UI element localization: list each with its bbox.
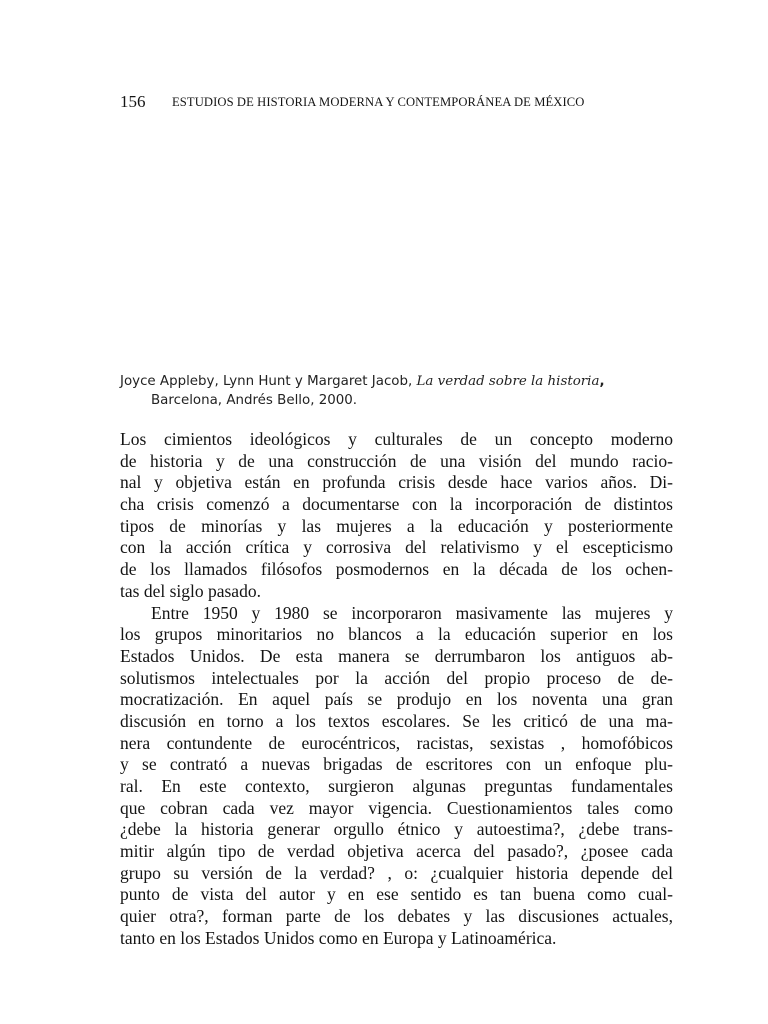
body-line: nera contundente de eurocéntricos, racistas, sexistas , homofóbicos bbox=[120, 732, 673, 753]
book-citation bbox=[120, 372, 680, 410]
body-line: quier otra?, forman parte de los debates y las discusiones actuales, bbox=[120, 906, 673, 927]
body-line: solutismos intelectuales por la acción del propio proceso de de- bbox=[120, 667, 673, 688]
body-line: de historia y de una construcción de una visión del mundo racio- bbox=[120, 450, 673, 471]
body-line: cha crisis comenzó a documentarse con la incorporación de distintos bbox=[120, 494, 673, 515]
body-line: tanto en los Estados Unidos como en Europa y Latinoamérica. bbox=[120, 927, 557, 948]
body-line: punto de vista del autor y en ese sentido es tan buena como cual- bbox=[120, 884, 673, 905]
body-line: mitir algún tipo de verdad objetiva acerca del pasado?, ¿posee cada bbox=[120, 841, 673, 862]
page-number: 156 bbox=[120, 92, 146, 111]
body-line: ral. En este contexto, surgieron algunas preguntas fundamentales bbox=[120, 776, 673, 796]
body-line: tas del siglo pasado. bbox=[120, 580, 261, 601]
body-line: Los cimientos ideológicos y culturales de un concepto moderno bbox=[120, 429, 673, 449]
body-line: que cobran cada vez mayor vigencia. Cuestionamientos tales como bbox=[120, 797, 673, 818]
citation-title: La verdad sobre la historia bbox=[416, 374, 600, 389]
body-line: mocratización. En aquel país se produjo en los noventa una gran bbox=[120, 689, 673, 710]
running-title: ESTUDIOS DE HISTORIA MODERNA Y CONTEMPORÁNEA DE MÉXICO bbox=[172, 95, 585, 109]
body-line: con la acción crítica y corrosiva del relativismo y el escepticismo bbox=[120, 537, 673, 558]
body-line: tipos de minorías y las mujeres a la educación y posteriormente bbox=[120, 515, 673, 536]
body-line: los grupos minoritarios no blancos a la educación superior en los bbox=[120, 624, 673, 645]
body-line: discusión en torno a los textos escolares. Se les criticó de una ma- bbox=[120, 710, 673, 731]
citation-authors: Joyce Appleby, Lynn Hunt y Margaret Jacob, bbox=[120, 374, 413, 389]
body-text bbox=[120, 429, 673, 950]
body-line: y se contrató a nuevas brigadas de escritores con un enfoque plu- bbox=[120, 754, 673, 775]
citation-publication: Barcelona, Andrés Bello, 2000. bbox=[151, 393, 358, 408]
body-line: de los llamados filósofos posmodernos en la década de los ochen- bbox=[120, 559, 673, 580]
body-line: ¿debe la historia generar orgullo étnico y autoestima?, ¿debe trans- bbox=[120, 819, 673, 840]
body-line: Entre 1950 y 1980 se incorporaron masivamente las mujeres y bbox=[151, 602, 673, 623]
body-line: nal y objetiva están en profunda crisis desde hace varios años. Di- bbox=[120, 472, 673, 493]
body-line: Estados Unidos. De esta manera se derrumbaron los antiguos ab- bbox=[120, 645, 673, 666]
citation-line-1 bbox=[120, 372, 680, 391]
body-line: grupo su versión de la verdad? , o: ¿cualquier historia depende del bbox=[120, 862, 673, 883]
citation-title-punct: , bbox=[599, 374, 605, 389]
